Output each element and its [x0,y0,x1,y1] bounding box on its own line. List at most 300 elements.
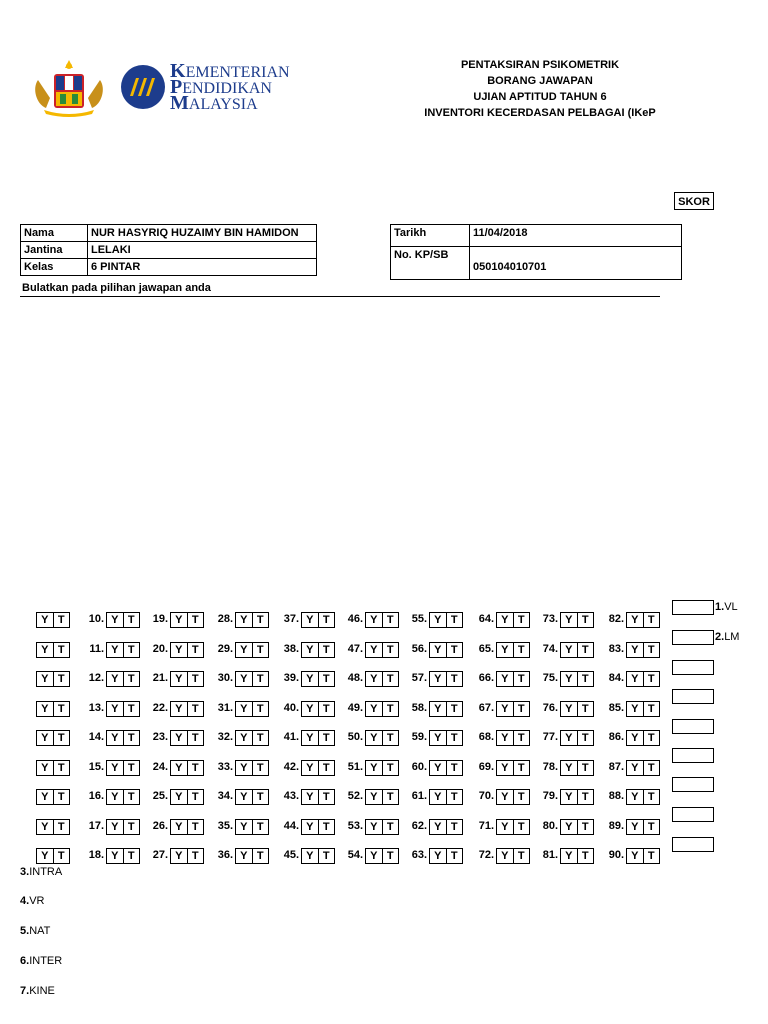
option-y[interactable]: Y [111,821,119,833]
option-y[interactable]: Y [111,850,119,862]
option-t[interactable]: T [318,672,335,686]
option-y[interactable]: Y [565,732,573,744]
answer-choice-box[interactable] [496,730,530,746]
option-t[interactable]: T [53,849,70,863]
option-t[interactable]: T [446,672,463,686]
option-y[interactable]: Y [501,703,509,715]
option-y[interactable]: Y [501,614,509,626]
student-info-table [20,224,317,276]
option-y[interactable]: Y [175,821,183,833]
option-t[interactable]: T [513,702,530,716]
option-t[interactable]: T [643,672,660,686]
answer-choice-box[interactable] [106,730,140,746]
answer-choice-box[interactable] [429,730,463,746]
option-y[interactable]: Y [41,703,49,715]
option-y[interactable]: Y [175,791,183,803]
option-t[interactable]: T [513,731,530,745]
option-y[interactable]: Y [501,644,509,656]
option-y[interactable]: Y [501,791,509,803]
option-y[interactable]: Y [434,614,442,626]
answer-choice-box[interactable] [301,789,335,805]
option-y[interactable]: Y [631,791,639,803]
option-t[interactable]: T [382,731,399,745]
option-y[interactable]: Y [175,703,183,715]
option-t[interactable]: T [643,820,660,834]
option-t[interactable]: T [318,849,335,863]
option-y[interactable]: Y [41,850,49,862]
answer-choice-box[interactable] [429,760,463,776]
score-box[interactable] [672,807,714,822]
option-t[interactable]: T [382,790,399,804]
option-y[interactable]: Y [631,850,639,862]
answer-choice-box[interactable] [235,848,269,864]
answer-choice-box[interactable] [235,642,269,658]
answer-choice-box[interactable] [36,760,70,776]
option-y[interactable]: Y [175,673,183,685]
answer-choice-box[interactable] [301,642,335,658]
option-t[interactable]: T [643,731,660,745]
answer-choice-box[interactable] [429,671,463,687]
answer-choice-box[interactable] [106,760,140,776]
question-number: 76. [542,702,558,714]
option-y[interactable]: Y [631,762,639,774]
answer-choice-box[interactable] [106,612,140,628]
option-y[interactable]: Y [434,673,442,685]
option-t[interactable]: T [123,731,140,745]
option-t[interactable]: T [577,820,594,834]
option-y[interactable]: Y [434,703,442,715]
score-box[interactable] [672,748,714,763]
answer-choice-box[interactable] [106,819,140,835]
answer-choice-box[interactable] [560,789,594,805]
option-t[interactable]: T [53,761,70,775]
answer-choice-box[interactable] [301,612,335,628]
question-number: 47. [347,643,363,655]
option-y[interactable]: Y [370,850,378,862]
answer-choice-box[interactable] [235,760,269,776]
option-t[interactable]: T [382,849,399,863]
option-y[interactable]: Y [41,673,49,685]
option-y[interactable]: Y [240,703,248,715]
question-number: 41. [283,731,299,743]
answer-choice-box[interactable] [106,701,140,717]
option-y[interactable]: Y [370,644,378,656]
score-box[interactable] [672,660,714,675]
option-y[interactable]: Y [370,703,378,715]
answer-choice-box[interactable] [301,848,335,864]
option-y[interactable]: Y [370,614,378,626]
answer-choice-box[interactable] [626,701,660,717]
option-t[interactable]: T [382,643,399,657]
option-t[interactable]: T [53,790,70,804]
option-y[interactable]: Y [240,791,248,803]
answer-choice-box[interactable] [235,789,269,805]
answer-choice-box[interactable] [496,642,530,658]
option-y[interactable]: Y [306,791,314,803]
option-y[interactable]: Y [306,644,314,656]
option-t[interactable]: T [577,702,594,716]
option-t[interactable]: T [187,702,204,716]
option-t[interactable]: T [123,761,140,775]
answer-choice-box[interactable] [429,612,463,628]
answer-choice-box[interactable] [365,819,399,835]
option-y[interactable]: Y [240,673,248,685]
option-y[interactable]: Y [306,821,314,833]
answer-choice-box[interactable] [235,730,269,746]
answer-choice-box[interactable] [170,730,204,746]
answer-choice-box[interactable] [170,789,204,805]
answer-choice-box[interactable] [106,642,140,658]
option-t[interactable]: T [446,849,463,863]
option-y[interactable]: Y [41,821,49,833]
option-t[interactable]: T [577,643,594,657]
question-number: 14. [88,731,104,743]
answer-choice-box[interactable] [36,701,70,717]
answer-choice-box[interactable] [170,760,204,776]
option-t[interactable]: T [53,820,70,834]
option-y[interactable]: Y [501,821,509,833]
option-y[interactable]: Y [111,614,119,626]
option-t[interactable]: T [577,613,594,627]
option-t[interactable]: T [446,613,463,627]
option-t[interactable]: T [53,731,70,745]
option-y[interactable]: Y [175,614,183,626]
option-t[interactable]: T [318,702,335,716]
option-t[interactable]: T [187,761,204,775]
option-t[interactable]: T [123,820,140,834]
option-t[interactable]: T [123,790,140,804]
option-t[interactable]: T [446,790,463,804]
answer-choice-box[interactable] [36,848,70,864]
option-t[interactable]: T [643,643,660,657]
answer-choice-box[interactable] [429,819,463,835]
answer-choice-box[interactable] [106,671,140,687]
option-t[interactable]: T [123,643,140,657]
option-t[interactable]: T [577,761,594,775]
option-y[interactable]: Y [501,732,509,744]
score-box[interactable] [672,719,714,734]
option-t[interactable]: T [577,790,594,804]
option-t[interactable]: T [577,672,594,686]
answer-choice-box[interactable] [560,760,594,776]
option-t[interactable]: T [577,849,594,863]
answer-choice-box[interactable] [365,789,399,805]
option-t[interactable]: T [123,613,140,627]
option-y[interactable]: Y [41,732,49,744]
answer-choice-box[interactable] [301,730,335,746]
answer-choice-box[interactable] [235,819,269,835]
option-t[interactable]: T [123,849,140,863]
question-number: 36. [217,849,233,861]
question-number: 62. [411,820,427,832]
option-y[interactable]: Y [111,732,119,744]
score-box[interactable] [672,777,714,792]
answer-choice-box[interactable] [301,671,335,687]
option-y[interactable]: Y [434,821,442,833]
answer-choice-box[interactable] [496,671,530,687]
option-t[interactable]: T [187,731,204,745]
option-t[interactable]: T [446,731,463,745]
answer-choice-box[interactable] [365,848,399,864]
answer-choice-box[interactable] [560,612,594,628]
option-t[interactable]: T [252,849,269,863]
option-y[interactable]: Y [306,703,314,715]
answer-choice-box[interactable] [626,671,660,687]
option-t[interactable]: T [318,731,335,745]
option-y[interactable]: Y [565,850,573,862]
option-t[interactable]: T [318,761,335,775]
option-t[interactable]: T [577,731,594,745]
option-y[interactable]: Y [631,673,639,685]
option-y[interactable]: Y [434,762,442,774]
option-y[interactable]: Y [41,644,49,656]
option-t[interactable]: T [382,702,399,716]
question-number: 19. [152,613,168,625]
answer-choice-box[interactable] [626,730,660,746]
answer-choice-box[interactable] [170,848,204,864]
option-y[interactable]: Y [565,762,573,774]
option-y[interactable]: Y [240,762,248,774]
option-t[interactable]: T [53,702,70,716]
option-t[interactable]: T [318,643,335,657]
answer-choice-box[interactable] [560,730,594,746]
option-t[interactable]: T [382,761,399,775]
answer-choice-box[interactable] [496,760,530,776]
answer-choice-box[interactable] [170,701,204,717]
option-t[interactable]: T [643,613,660,627]
option-y[interactable]: Y [111,673,119,685]
answer-choice-box[interactable] [626,612,660,628]
option-y[interactable]: Y [434,791,442,803]
answer-choice-box[interactable] [170,612,204,628]
option-t[interactable]: T [187,849,204,863]
option-y[interactable]: Y [175,762,183,774]
option-y[interactable]: Y [306,614,314,626]
option-y[interactable]: Y [565,703,573,715]
option-t[interactable]: T [513,672,530,686]
score-box[interactable] [672,689,714,704]
option-t[interactable]: T [252,643,269,657]
option-t[interactable]: T [513,613,530,627]
answer-choice-box[interactable] [429,642,463,658]
option-y[interactable]: Y [41,614,49,626]
option-t[interactable]: T [252,702,269,716]
option-y[interactable]: Y [631,614,639,626]
answer-choice-box[interactable] [365,730,399,746]
option-y[interactable]: Y [175,732,183,744]
question-number: 21. [152,672,168,684]
option-t[interactable]: T [318,790,335,804]
question-number: 17. [88,820,104,832]
option-t[interactable]: T [513,820,530,834]
option-t[interactable]: T [252,820,269,834]
option-t[interactable]: T [643,702,660,716]
answer-choice-box[interactable] [235,612,269,628]
answer-choice-box[interactable] [365,642,399,658]
option-y[interactable]: Y [631,732,639,744]
option-t[interactable]: T [187,672,204,686]
answer-choice-box[interactable] [365,760,399,776]
option-y[interactable]: Y [434,850,442,862]
option-y[interactable]: Y [370,762,378,774]
option-y[interactable]: Y [370,791,378,803]
option-y[interactable]: Y [501,850,509,862]
option-y[interactable]: Y [111,762,119,774]
score-box[interactable] [672,837,714,852]
answer-choice-box[interactable] [301,760,335,776]
option-y[interactable]: Y [434,644,442,656]
option-t[interactable]: T [382,820,399,834]
option-y[interactable]: Y [111,644,119,656]
option-y[interactable]: Y [240,821,248,833]
option-y[interactable]: Y [501,762,509,774]
answer-choice-box[interactable] [560,819,594,835]
option-t[interactable]: T [513,761,530,775]
question-number: 49. [347,702,363,714]
option-y[interactable]: Y [111,791,119,803]
answer-choice-box[interactable] [496,819,530,835]
answer-choice-box[interactable] [626,819,660,835]
answer-choice-box[interactable] [626,848,660,864]
answer-choice-box[interactable] [36,642,70,658]
option-t[interactable]: T [643,790,660,804]
option-y[interactable]: Y [370,732,378,744]
option-t[interactable]: T [252,731,269,745]
option-t[interactable]: T [643,849,660,863]
answer-choice-box[interactable] [560,671,594,687]
option-t[interactable]: T [187,790,204,804]
option-t[interactable]: T [187,613,204,627]
answer-choice-box[interactable] [429,701,463,717]
option-t[interactable]: T [513,790,530,804]
option-t[interactable]: T [318,613,335,627]
answer-choice-box[interactable] [106,789,140,805]
option-y[interactable]: Y [565,644,573,656]
question-number: 10. [88,613,104,625]
option-t[interactable]: T [252,761,269,775]
answer-choice-box[interactable] [36,789,70,805]
option-t[interactable]: T [446,643,463,657]
option-y[interactable]: Y [631,821,639,833]
answer-choice-box[interactable] [301,819,335,835]
option-y[interactable]: Y [565,614,573,626]
question-number: 63. [411,849,427,861]
option-t[interactable]: T [382,672,399,686]
option-y[interactable]: Y [565,821,573,833]
option-y[interactable]: Y [240,850,248,862]
jantina-label: Jantina [21,242,88,259]
answer-choice-box[interactable] [560,642,594,658]
answer-choice-box[interactable] [235,701,269,717]
option-y[interactable]: Y [240,614,248,626]
option-t[interactable]: T [446,702,463,716]
option-y[interactable]: Y [175,850,183,862]
option-t[interactable]: T [252,790,269,804]
option-t[interactable]: T [446,761,463,775]
answer-choice-box[interactable] [496,848,530,864]
answer-choice-box[interactable] [496,612,530,628]
answer-choice-box[interactable] [626,642,660,658]
option-y[interactable]: Y [631,644,639,656]
answer-choice-box[interactable] [429,848,463,864]
option-y[interactable]: Y [306,850,314,862]
option-y[interactable]: Y [370,673,378,685]
option-y[interactable]: Y [631,703,639,715]
question-number: 45. [283,849,299,861]
question-number: 52. [347,790,363,802]
option-t[interactable]: T [318,820,335,834]
option-y[interactable]: Y [565,791,573,803]
option-t[interactable]: T [123,702,140,716]
answer-choice-box[interactable] [36,819,70,835]
answer-choice-box[interactable] [235,671,269,687]
answer-choice-box[interactable] [365,612,399,628]
answer-choice-box[interactable] [496,789,530,805]
option-y[interactable]: Y [370,821,378,833]
answer-choice-box[interactable] [170,819,204,835]
answer-choice-box[interactable] [170,671,204,687]
option-t[interactable]: T [187,643,204,657]
option-y[interactable]: Y [240,732,248,744]
option-t[interactable]: T [53,672,70,686]
option-y[interactable]: Y [306,762,314,774]
option-y[interactable]: Y [111,703,119,715]
answer-choice-box[interactable] [170,642,204,658]
option-y[interactable]: Y [41,791,49,803]
question-number: 67. [478,702,494,714]
answer-choice-box[interactable] [560,701,594,717]
option-t[interactable]: T [187,820,204,834]
answer-choice-box[interactable] [106,848,140,864]
answer-choice-box[interactable] [365,671,399,687]
option-t[interactable]: T [252,613,269,627]
option-t[interactable]: T [643,761,660,775]
option-t[interactable]: T [446,820,463,834]
question-number: 57. [411,672,427,684]
option-t[interactable]: T [53,613,70,627]
answer-choice-box[interactable] [626,789,660,805]
answer-choice-box[interactable] [496,701,530,717]
option-y[interactable]: Y [240,644,248,656]
answer-choice-box[interactable] [365,701,399,717]
answer-choice-box[interactable] [560,848,594,864]
answer-choice-box[interactable] [36,671,70,687]
option-y[interactable]: Y [306,732,314,744]
coat-of-arms-logo [30,58,108,118]
answer-choice-box[interactable] [36,612,70,628]
option-y[interactable]: Y [175,644,183,656]
score-label [20,985,55,997]
option-t[interactable]: T [123,672,140,686]
score-box[interactable] [672,630,714,645]
option-y[interactable]: Y [434,732,442,744]
option-t[interactable]: T [252,672,269,686]
score-box[interactable] [672,600,714,615]
option-y[interactable]: Y [565,673,573,685]
answer-choice-box[interactable] [626,760,660,776]
answer-choice-box[interactable] [36,730,70,746]
answer-choice-box[interactable] [429,789,463,805]
option-y[interactable]: Y [306,673,314,685]
option-t[interactable]: T [513,643,530,657]
option-y[interactable]: Y [501,673,509,685]
option-t[interactable]: T [513,849,530,863]
option-t[interactable]: T [53,643,70,657]
question-number: 88. [608,790,624,802]
answer-choice-box[interactable] [301,701,335,717]
option-t[interactable]: T [382,613,399,627]
option-y[interactable]: Y [41,762,49,774]
